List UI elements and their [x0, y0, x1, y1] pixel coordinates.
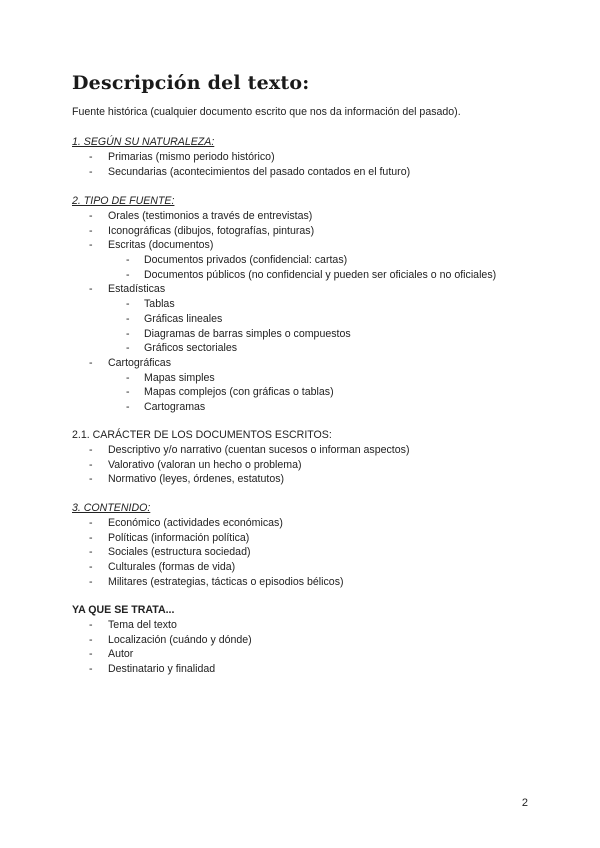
bullet-list [72, 443, 409, 487]
section-title: 1. SEGÚN SU NATURALEZA: [72, 136, 215, 148]
list-item: - Valorativo (valoran un hecho o problema) [72, 458, 409, 473]
section-title: YA QUE SE TRATA... [72, 604, 175, 616]
section-contenido [72, 501, 344, 589]
intro-text: Fuente histórica (cualquier documento escrito que nos da información del pasado). [72, 106, 461, 118]
list-item: - Iconográficas (dibujos, fotografías, pinturas) [72, 224, 496, 239]
list-item: - Estadísticas [72, 282, 496, 297]
bullet-list [72, 209, 496, 415]
list-item: - Localización (cuándo y dónde) [72, 633, 252, 648]
section-tipo-fuente [72, 194, 496, 415]
sub-list-item: - Mapas complejos (con gráficas o tablas) [72, 385, 496, 400]
section-naturaleza [72, 135, 410, 179]
list-item: - Cartográficas [72, 356, 496, 371]
page-title: Descripción del texto: [72, 72, 310, 94]
sub-list-item: - Cartogramas [72, 400, 496, 415]
sub-list-item: - Gráficas lineales [72, 312, 496, 327]
section-caracter [72, 428, 409, 487]
section-title: 2.1. CARÁCTER DE LOS DOCUMENTOS ESCRITOS: [72, 429, 332, 441]
list-item: - Orales (testimonios a través de entrevistas) [72, 209, 496, 224]
sub-list-item: - Documentos públicos (no confidencial y pueden ser oficiales o no oficiales) [72, 268, 496, 283]
list-item: - Políticas (información política) [72, 531, 344, 546]
section-title: 2. TIPO DE FUENTE: [72, 195, 175, 207]
list-item: - Militares (estrategias, tácticas o episodios bélicos) [72, 575, 344, 590]
list-item: - Culturales (formas de vida) [72, 560, 344, 575]
page-number: 2 [521, 797, 528, 809]
list-item: - Primarias (mismo periodo histórico) [72, 150, 410, 165]
list-item: - Destinatario y finalidad [72, 662, 252, 677]
bullet-list [72, 516, 344, 589]
section-ya-que-se-trata [72, 603, 252, 677]
list-item: - Escritas (documentos) [72, 238, 496, 253]
sub-list-item: - Mapas simples [72, 371, 496, 386]
section-title: 3. CONTENIDO: [72, 502, 151, 514]
list-item: - Secundarias (acontecimientos del pasado contados en el futuro) [72, 165, 410, 180]
sub-list-item: - Gráficos sectoriales [72, 341, 496, 356]
list-item: - Autor [72, 647, 252, 662]
list-item: - Normativo (leyes, órdenes, estatutos) [72, 472, 409, 487]
list-item: - Sociales (estructura sociedad) [72, 545, 344, 560]
list-item: - Descriptivo y/o narrativo (cuentan sucesos o informan aspectos) [72, 443, 409, 458]
sub-list-item: - Tablas [72, 297, 496, 312]
sub-list-item: - Documentos privados (confidencial: cartas) [72, 253, 496, 268]
list-item: - Económico (actividades económicas) [72, 516, 344, 531]
bullet-list [72, 618, 252, 677]
list-item: - Tema del texto [72, 618, 252, 633]
bullet-list [72, 150, 410, 179]
sub-list-item: - Diagramas de barras simples o compuestos [72, 327, 496, 342]
